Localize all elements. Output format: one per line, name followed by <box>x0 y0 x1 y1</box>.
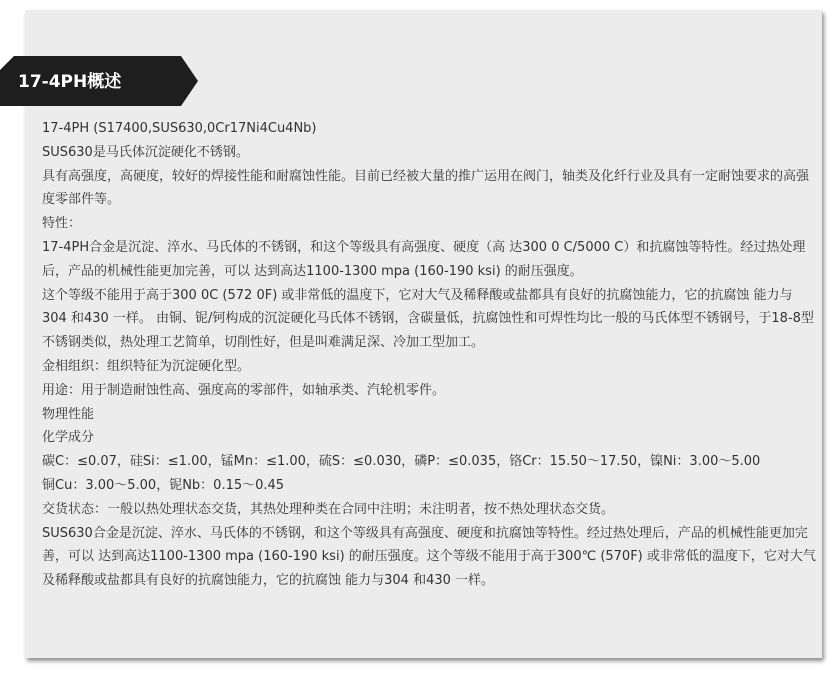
paragraph-designation: 17-4PH (S17400,SUS630,0Cr17Ni4Cu4Nb) <box>42 121 317 136</box>
paragraph-sus630-summary: SUS630合金是沉淀、淬水、马氏体的不锈钢，和这个等级具有高强度、硬度和抗腐蚀等特性。经过热处理后，产品的机械性能更加完善，可以 达到高达1100-1300 mpa (160-190 ksi) 的耐压强度。这个等级不能用于高于300℃ (570F) 或非常低的温度下，它对大气及稀释酸或盐都具有良好的抗腐蚀能力，它的抗腐蚀 能力与304 和430 一样。 <box>42 525 816 589</box>
paragraph-composition-line-1: 碳C：≤0.07，硅Si：≤1.00，锰Mn：≤1.00，硫S：≤0.030，磷P：≤0.035，铬Cr：15.50～17.50，镍Ni：3.00～5.00 <box>42 454 761 470</box>
paragraph-type: SUS630是马氏体沉淀硬化不锈钢。 <box>42 144 249 160</box>
paragraph-properties: 具有高强度，高硬度，较好的焊接性能和耐腐蚀性能。目前已经被大量的推广运用在阀门，轴类及化纤行业及具有一定耐蚀要求的高强度零部件等。 <box>42 168 810 208</box>
paragraph-physical-properties: 物理性能 <box>42 406 95 422</box>
paragraph-features-heading: 特性： <box>42 216 82 232</box>
paragraph-microstructure: 金相组织：组织特征为沉淀硬化型。 <box>42 358 251 374</box>
paragraph-composition-line-2: 铜Cu：3.00～5.00，铌Nb：0.15～0.45 <box>42 477 285 493</box>
paragraph-delivery-state: 交货状态：一般以热处理状态交货，其热处理种类在合同中注明；未注明者，按不热处理状态交货。 <box>42 501 615 517</box>
paragraph-temperature-limits: 这个等级不能用于高于300 0C (572 0F) 或非常低的温度下，它对大气及稀释酸或盐都具有良好的抗腐蚀能力，它的抗腐蚀 能力与304 和430 一样。 由铜、铌/钶构成的沉淀硬化马氏体不锈钢，含碳量低，抗腐蚀性和可焊性均比一般的马氏体型不锈钢号，于18-8型不锈钢类似，热处理工艺简单，切削性好，但是叫难满足深、冷加工型加工。 <box>42 287 814 351</box>
paragraph-features: 17-4PH合金是沉淀、淬水、马氏体的不锈钢，和这个等级具有高强度、硬度（高 达300 0 C/5000 C）和抗腐蚀等特性。经过热处理后，产品的机械性能更加完善，可以 达到高达1100-1300 mpa (160-190 ksi) 的耐压强度。 <box>42 239 806 279</box>
paragraph-chemical-composition: 化学成分 <box>42 430 95 446</box>
content-body <box>42 117 817 593</box>
section-title: 17-4PH概述 <box>18 72 122 92</box>
paragraph-applications: 用途：用于制造耐蚀性高、强度高的零部件，如轴承类、汽轮机零件。 <box>42 382 446 398</box>
